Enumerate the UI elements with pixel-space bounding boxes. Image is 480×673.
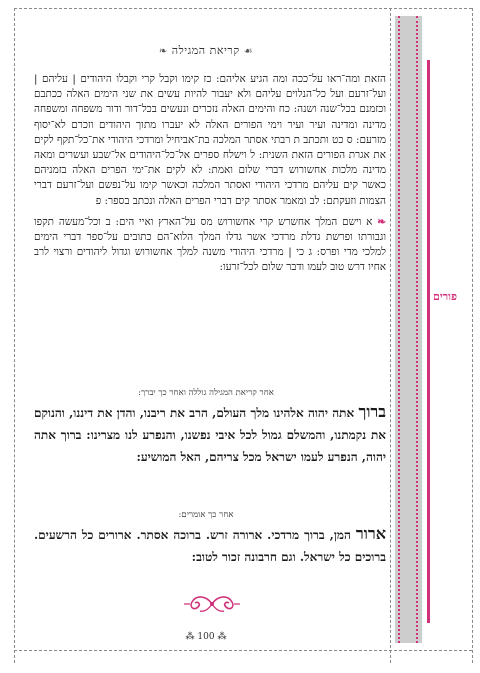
cut-line-left xyxy=(14,8,15,663)
curses-first-word: ארור xyxy=(355,524,386,543)
megillah-text xyxy=(34,72,386,276)
dotted-line xyxy=(398,16,400,643)
blessing-body: אתה יהוה אלהינו מלך העולם, הרב את ריבנו, והדן את דיננו, והנוקם את נקמתנו, והמשלם גמול לכל איבי נפשנו, והנפרע לנו מצרינו: ברוך אתה יהוה, הנפרע לעמו ישראל מכל צריהם, האל המושיע: xyxy=(34,406,386,464)
ornament-icon xyxy=(182,593,242,615)
ornament-icon: ❧ xyxy=(158,46,168,57)
cut-line-bottom xyxy=(14,650,472,651)
cut-line-top xyxy=(14,8,472,9)
dotted-line xyxy=(416,16,418,643)
blessing-heading: אחר קריאת המגילה גוללה ואחר כך יברך: xyxy=(138,388,274,398)
page-title: קריאת המגילה xyxy=(171,44,240,57)
blessing-text xyxy=(34,401,386,468)
tab-bar xyxy=(427,60,430,623)
text-paragraph: א וישם המלך אחשרש קרי אחשורוש מס על־הארץ ואיי הים: ב וכל־מעשה תקפו וגבורתו ופרשת גדלת מרדכי אשר גדלו המלך הלוא־הם כתובים על־ספר דברי הימים למלכי מדי ופרס: ג כי | מרדכי היהודי משנה למלך אחשורוש וגדול ליהודים ורצוי לרב אחיו דרש טוב לעמו ודבר שלום לכל־זרעו: xyxy=(34,215,386,274)
curses-text xyxy=(34,523,386,568)
paragraph-mark-icon: ❧ xyxy=(377,215,386,228)
page xyxy=(22,10,390,650)
ornament-icon: ⁂ xyxy=(185,632,195,642)
curses-body: המן, ברוך מרדכי. ארורה זרש. ברוכה אסתר. ארורים כל הרשעים. ברוכים כל ישראל. וגם חרבונה זכור לטוב: xyxy=(34,528,386,564)
margin-strip xyxy=(395,16,422,643)
page-footer xyxy=(22,632,390,642)
blessing-first-word: ברוך xyxy=(358,402,386,421)
ornament-icon: ☙ xyxy=(243,46,254,57)
tab-label: פורים xyxy=(433,290,457,303)
ornament-icon: ⁂ xyxy=(217,632,227,642)
page-header xyxy=(22,44,390,57)
section-tab xyxy=(427,60,463,623)
blessing-heading: אחר כך אומרים: xyxy=(178,510,234,520)
cut-line-right xyxy=(472,8,473,663)
page-number: 100 xyxy=(197,632,215,642)
cut-line-page-edge xyxy=(390,8,391,663)
text-paragraph: הזאת ומה־ראו על־ככה ומה הגיע אליהם: כז קימו וקבל קרי וקבלו היהודים | עליהם | ועל־זרעם ועל כל־הנלוים עליהם ולא יעבור להיות עשים את שני הימים האלה ככתבם וכזמנם בכל־שנה ושנה: כח והימים האלה נזכרים ונעשים בכל־דור ודור משפחה ומשפחה מדינה ומדינה ועיר ועיר וימי הפורים האלה לא יעברו מתוך היהודים וזכרם לא־יסוף מזרעם: ס כט ותכתב ת רבתי אסתר המלכה בת־אביחיל ומרדכי היהודי את־כל־תקף לקים את אגרת הפורים הזאת השנית: ל וישלח ספרים אל־כל־היהודים אל־שבע ועשרים ומאה מדינה מלכות אחשורוש דברי שלום ואמת: לא לקים את־ימי הפרים האלה בזמניהם כאשר קים עליהם מרדכי היהודי ואסתר המלכה וכאשר קימו על־נפשם ועל־זרעם דברי הצמות וזעקתם: לב ומאמר אסתר קים דברי הפרים האלה ונכתב בספר: פ xyxy=(34,73,386,207)
text-paragraph-chapter xyxy=(34,215,386,276)
